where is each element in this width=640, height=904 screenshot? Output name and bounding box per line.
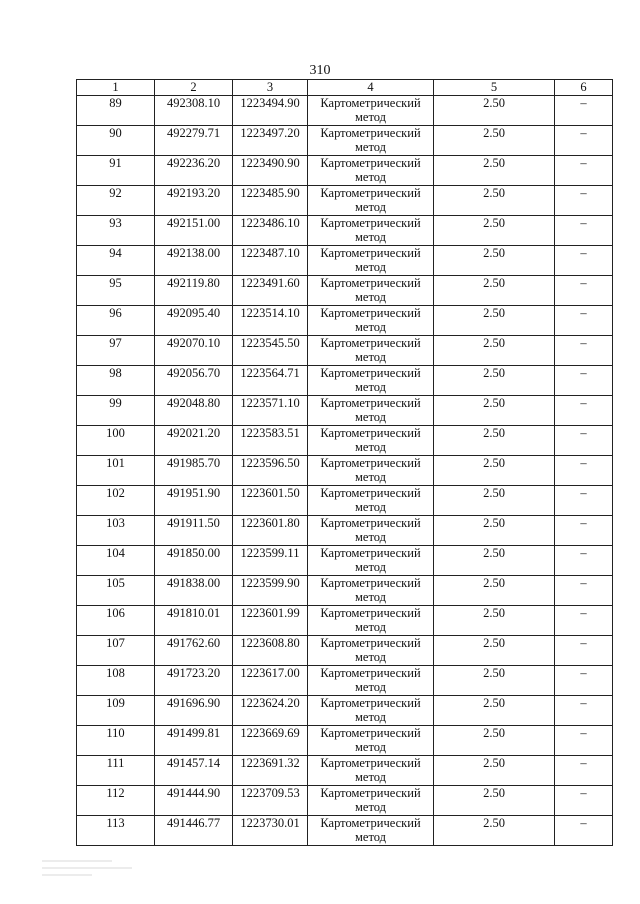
- precision-cell: 2.50: [434, 756, 555, 786]
- method-cell: Картометрический метод: [308, 636, 434, 666]
- method-cell: Картометрический метод: [308, 186, 434, 216]
- y-coordinate-cell: 1223486.10: [233, 216, 308, 246]
- x-coordinate-cell: 491446.77: [155, 816, 233, 846]
- method-cell: Картометрический метод: [308, 396, 434, 426]
- x-coordinate-cell: 492151.00: [155, 216, 233, 246]
- table-row: [77, 306, 613, 336]
- table-row: [77, 276, 613, 306]
- point-number-cell: 100: [77, 426, 155, 456]
- note-cell: –: [555, 366, 613, 396]
- precision-cell: 2.50: [434, 636, 555, 666]
- method-cell: Картометрический метод: [308, 606, 434, 636]
- table-row: [77, 216, 613, 246]
- method-cell: Картометрический метод: [308, 696, 434, 726]
- table-row: [77, 186, 613, 216]
- y-coordinate-cell: 1223490.90: [233, 156, 308, 186]
- table-row: [77, 546, 613, 576]
- method-cell: Картометрический метод: [308, 126, 434, 156]
- x-coordinate-cell: 491723.20: [155, 666, 233, 696]
- header-cell-4: 4: [308, 80, 434, 96]
- header-cell-3: 3: [233, 80, 308, 96]
- table-row: [77, 486, 613, 516]
- x-coordinate-cell: 492308.10: [155, 96, 233, 126]
- x-coordinate-cell: 492048.80: [155, 396, 233, 426]
- precision-cell: 2.50: [434, 336, 555, 366]
- table-row: [77, 516, 613, 546]
- point-number-cell: 94: [77, 246, 155, 276]
- y-coordinate-cell: 1223617.00: [233, 666, 308, 696]
- point-number-cell: 113: [77, 816, 155, 846]
- note-cell: –: [555, 456, 613, 486]
- precision-cell: 2.50: [434, 816, 555, 846]
- note-cell: –: [555, 276, 613, 306]
- y-coordinate-cell: 1223669.69: [233, 726, 308, 756]
- precision-cell: 2.50: [434, 786, 555, 816]
- precision-cell: 2.50: [434, 186, 555, 216]
- table-row: [77, 126, 613, 156]
- y-coordinate-cell: 1223545.50: [233, 336, 308, 366]
- x-coordinate-cell: 491838.00: [155, 576, 233, 606]
- table-row: [77, 336, 613, 366]
- x-coordinate-cell: 492193.20: [155, 186, 233, 216]
- x-coordinate-cell: 491850.00: [155, 546, 233, 576]
- table-row: [77, 396, 613, 426]
- method-cell: Картометрический метод: [308, 576, 434, 606]
- precision-cell: 2.50: [434, 426, 555, 456]
- y-coordinate-cell: 1223583.51: [233, 426, 308, 456]
- point-number-cell: 105: [77, 576, 155, 606]
- x-coordinate-cell: 492070.10: [155, 336, 233, 366]
- y-coordinate-cell: 1223494.90: [233, 96, 308, 126]
- point-number-cell: 96: [77, 306, 155, 336]
- precision-cell: 2.50: [434, 246, 555, 276]
- point-number-cell: 107: [77, 636, 155, 666]
- point-number-cell: 91: [77, 156, 155, 186]
- precision-cell: 2.50: [434, 126, 555, 156]
- y-coordinate-cell: 1223497.20: [233, 126, 308, 156]
- precision-cell: 2.50: [434, 516, 555, 546]
- method-cell: Картометрический метод: [308, 246, 434, 276]
- y-coordinate-cell: 1223491.60: [233, 276, 308, 306]
- table-row: [77, 366, 613, 396]
- x-coordinate-cell: 491499.81: [155, 726, 233, 756]
- precision-cell: 2.50: [434, 546, 555, 576]
- precision-cell: 2.50: [434, 576, 555, 606]
- y-coordinate-cell: 1223487.10: [233, 246, 308, 276]
- coordinates-table: [76, 79, 613, 846]
- table-row: [77, 636, 613, 666]
- point-number-cell: 92: [77, 186, 155, 216]
- y-coordinate-cell: 1223601.99: [233, 606, 308, 636]
- note-cell: –: [555, 816, 613, 846]
- y-coordinate-cell: 1223596.50: [233, 456, 308, 486]
- note-cell: –: [555, 726, 613, 756]
- point-number-cell: 110: [77, 726, 155, 756]
- method-cell: Картометрический метод: [308, 456, 434, 486]
- table-row: [77, 816, 613, 846]
- x-coordinate-cell: 492056.70: [155, 366, 233, 396]
- table-row: [77, 426, 613, 456]
- y-coordinate-cell: 1223599.90: [233, 576, 308, 606]
- note-cell: –: [555, 246, 613, 276]
- y-coordinate-cell: 1223564.71: [233, 366, 308, 396]
- x-coordinate-cell: 492119.80: [155, 276, 233, 306]
- x-coordinate-cell: 491810.01: [155, 606, 233, 636]
- point-number-cell: 98: [77, 366, 155, 396]
- precision-cell: 2.50: [434, 396, 555, 426]
- note-cell: –: [555, 756, 613, 786]
- note-cell: –: [555, 126, 613, 156]
- method-cell: Картометрический метод: [308, 816, 434, 846]
- x-coordinate-cell: 492021.20: [155, 426, 233, 456]
- point-number-cell: 112: [77, 786, 155, 816]
- note-cell: –: [555, 306, 613, 336]
- table-header-row: [77, 80, 613, 96]
- point-number-cell: 97: [77, 336, 155, 366]
- table-row: [77, 696, 613, 726]
- method-cell: Картометрический метод: [308, 546, 434, 576]
- header-cell-1: 1: [77, 80, 155, 96]
- table-row: [77, 156, 613, 186]
- method-cell: Картометрический метод: [308, 336, 434, 366]
- x-coordinate-cell: 491951.90: [155, 486, 233, 516]
- method-cell: Картометрический метод: [308, 96, 434, 126]
- note-cell: –: [555, 516, 613, 546]
- point-number-cell: 99: [77, 396, 155, 426]
- y-coordinate-cell: 1223571.10: [233, 396, 308, 426]
- table-row: [77, 606, 613, 636]
- table-row: [77, 456, 613, 486]
- table-row: [77, 576, 613, 606]
- precision-cell: 2.50: [434, 276, 555, 306]
- y-coordinate-cell: 1223608.80: [233, 636, 308, 666]
- note-cell: –: [555, 786, 613, 816]
- point-number-cell: 95: [77, 276, 155, 306]
- precision-cell: 2.50: [434, 726, 555, 756]
- point-number-cell: 109: [77, 696, 155, 726]
- point-number-cell: 90: [77, 126, 155, 156]
- note-cell: –: [555, 396, 613, 426]
- note-cell: –: [555, 636, 613, 666]
- header-cell-6: 6: [555, 80, 613, 96]
- x-coordinate-cell: 491985.70: [155, 456, 233, 486]
- x-coordinate-cell: 491762.60: [155, 636, 233, 666]
- note-cell: –: [555, 96, 613, 126]
- point-number-cell: 108: [77, 666, 155, 696]
- table-row: [77, 756, 613, 786]
- y-coordinate-cell: 1223601.80: [233, 516, 308, 546]
- x-coordinate-cell: 491696.90: [155, 696, 233, 726]
- y-coordinate-cell: 1223709.53: [233, 786, 308, 816]
- note-cell: –: [555, 696, 613, 726]
- method-cell: Картометрический метод: [308, 426, 434, 456]
- y-coordinate-cell: 1223514.10: [233, 306, 308, 336]
- precision-cell: 2.50: [434, 216, 555, 246]
- table-row: [77, 726, 613, 756]
- x-coordinate-cell: 492236.20: [155, 156, 233, 186]
- x-coordinate-cell: 491911.50: [155, 516, 233, 546]
- x-coordinate-cell: 491444.90: [155, 786, 233, 816]
- precision-cell: 2.50: [434, 156, 555, 186]
- x-coordinate-cell: 491457.14: [155, 756, 233, 786]
- precision-cell: 2.50: [434, 366, 555, 396]
- method-cell: Картометрический метод: [308, 786, 434, 816]
- method-cell: Картометрический метод: [308, 486, 434, 516]
- method-cell: Картометрический метод: [308, 216, 434, 246]
- table-body: [77, 80, 613, 846]
- precision-cell: 2.50: [434, 456, 555, 486]
- point-number-cell: 101: [77, 456, 155, 486]
- header-cell-5: 5: [434, 80, 555, 96]
- note-cell: –: [555, 666, 613, 696]
- point-number-cell: 102: [77, 486, 155, 516]
- point-number-cell: 111: [77, 756, 155, 786]
- faint-scan-marks: [42, 855, 142, 885]
- precision-cell: 2.50: [434, 486, 555, 516]
- table-row: [77, 786, 613, 816]
- precision-cell: 2.50: [434, 306, 555, 336]
- note-cell: –: [555, 216, 613, 246]
- point-number-cell: 106: [77, 606, 155, 636]
- method-cell: Картометрический метод: [308, 516, 434, 546]
- note-cell: –: [555, 336, 613, 366]
- note-cell: –: [555, 576, 613, 606]
- note-cell: –: [555, 426, 613, 456]
- method-cell: Картометрический метод: [308, 156, 434, 186]
- note-cell: –: [555, 606, 613, 636]
- method-cell: Картометрический метод: [308, 666, 434, 696]
- precision-cell: 2.50: [434, 96, 555, 126]
- x-coordinate-cell: 492095.40: [155, 306, 233, 336]
- method-cell: Картометрический метод: [308, 366, 434, 396]
- x-coordinate-cell: 492138.00: [155, 246, 233, 276]
- point-number-cell: 103: [77, 516, 155, 546]
- header-cell-2: 2: [155, 80, 233, 96]
- y-coordinate-cell: 1223730.01: [233, 816, 308, 846]
- y-coordinate-cell: 1223485.90: [233, 186, 308, 216]
- table-row: [77, 666, 613, 696]
- y-coordinate-cell: 1223624.20: [233, 696, 308, 726]
- point-number-cell: 104: [77, 546, 155, 576]
- method-cell: Картометрический метод: [308, 276, 434, 306]
- method-cell: Картометрический метод: [308, 756, 434, 786]
- y-coordinate-cell: 1223601.50: [233, 486, 308, 516]
- method-cell: Картометрический метод: [308, 306, 434, 336]
- precision-cell: 2.50: [434, 666, 555, 696]
- note-cell: –: [555, 546, 613, 576]
- y-coordinate-cell: 1223599.11: [233, 546, 308, 576]
- method-cell: Картометрический метод: [308, 726, 434, 756]
- page-number: 310: [309, 63, 331, 78]
- precision-cell: 2.50: [434, 696, 555, 726]
- note-cell: –: [555, 156, 613, 186]
- x-coordinate-cell: 492279.71: [155, 126, 233, 156]
- note-cell: –: [555, 186, 613, 216]
- point-number-cell: 89: [77, 96, 155, 126]
- point-number-cell: 93: [77, 216, 155, 246]
- precision-cell: 2.50: [434, 606, 555, 636]
- table-row: [77, 246, 613, 276]
- y-coordinate-cell: 1223691.32: [233, 756, 308, 786]
- table-row: [77, 96, 613, 126]
- note-cell: –: [555, 486, 613, 516]
